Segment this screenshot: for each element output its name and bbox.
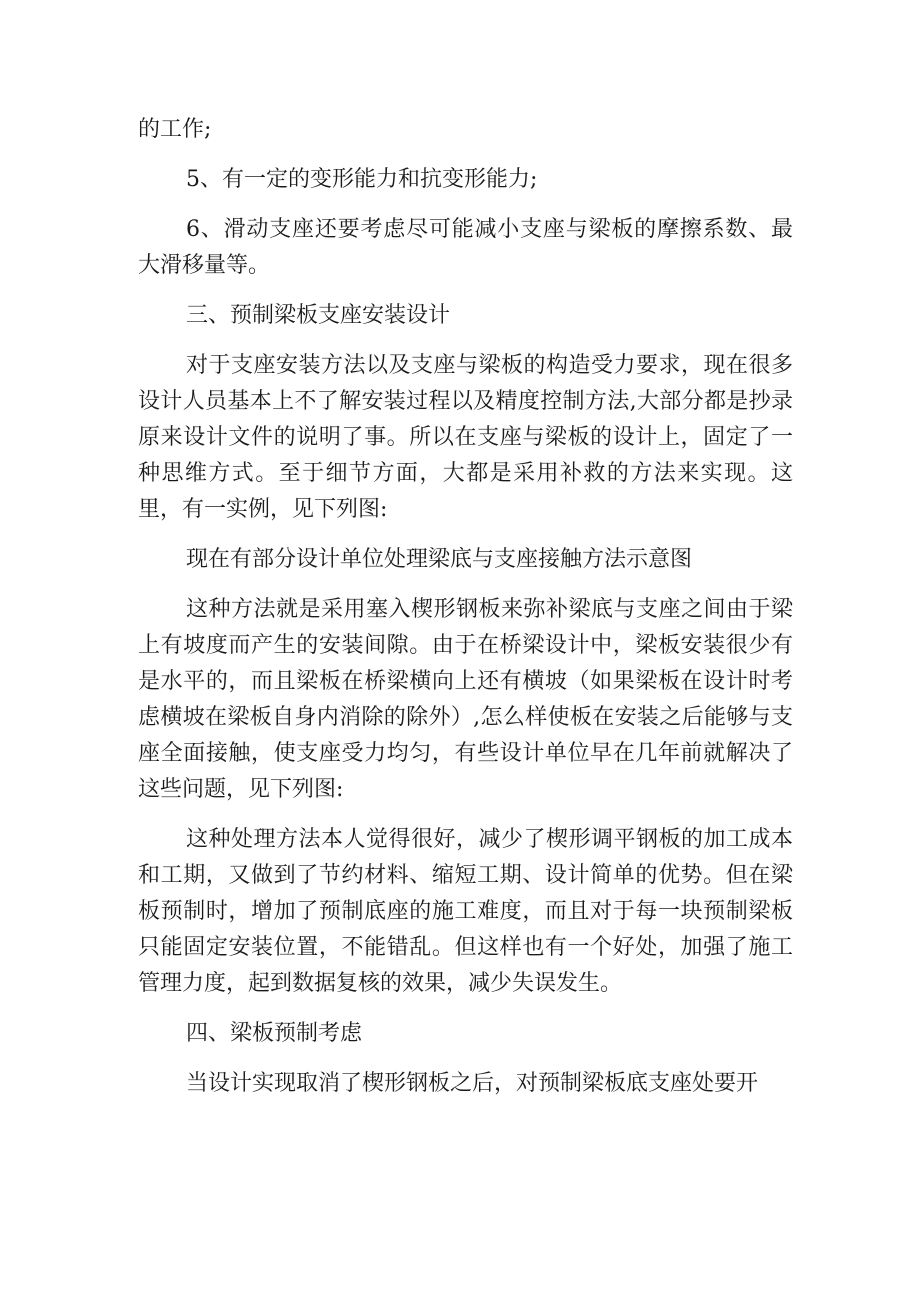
paragraph-wedge-plate: 这种方法就是采用塞入楔形钢板来弥补梁底与支座之间由于梁上有坡度而产生的安装间隙。由于在桥梁设计中，梁板安装很少有是水平的，而且梁板在桥梁横向上还有横坡（如果梁板在设计时考虑横坡在梁板自身内消除的除外）,怎么样使板在安装之后能够与支座全面接触，使支座受力均匀，有些设计单位早在几年前就解决了这些问题，见下列图: xyxy=(138,597,793,802)
paragraph-continuation: 的工作; xyxy=(138,117,212,142)
list-item-5: 5、有一定的变形能力和抗变形能力; xyxy=(186,167,538,192)
list-item-6: 6、滑动支座还要考虑尽可能减小支座与梁板的摩擦系数、最大滑移量等。 xyxy=(138,217,793,278)
section-heading-4: 四、梁板预制考虑 xyxy=(186,1021,363,1046)
paragraph-prefab-consideration: 当设计实现取消了楔形钢板之后，对预制梁板底支座处要开 xyxy=(186,1071,759,1096)
paragraph-support-installation: 对于支座安装方法以及支座与梁板的构造受力要求，现在很多设计人员基本上不了解安装过程以及精度控制方法,大部分都是抄录原来设计文件的说明了事。所以在支座与梁板的设计上，固定了一种思维方式。至于细节方面，大都是采用补救的方法来实现。这里，有一实例，见下列图: xyxy=(138,353,793,522)
paragraph-method-evaluation: 这种处理方法本人觉得很好，减少了楔形调平钢板的加工成本和工期，又做到了节约材料、缩短工期、设计简单的优势。但在梁板预制时，增加了预制底座的施工难度，而且对于每一块预制梁板只能固定安装位置，不能错乱。但这样也有一个好处，加强了施工管理力度，起到数据复核的效果，减少失误发生。 xyxy=(138,827,793,996)
figure-caption-contact-method: 现在有部分设计单位处理梁底与支座接触方法示意图 xyxy=(186,547,693,572)
section-heading-3: 三、预制梁板支座安装设计 xyxy=(186,303,451,328)
body-text xyxy=(138,112,793,1102)
